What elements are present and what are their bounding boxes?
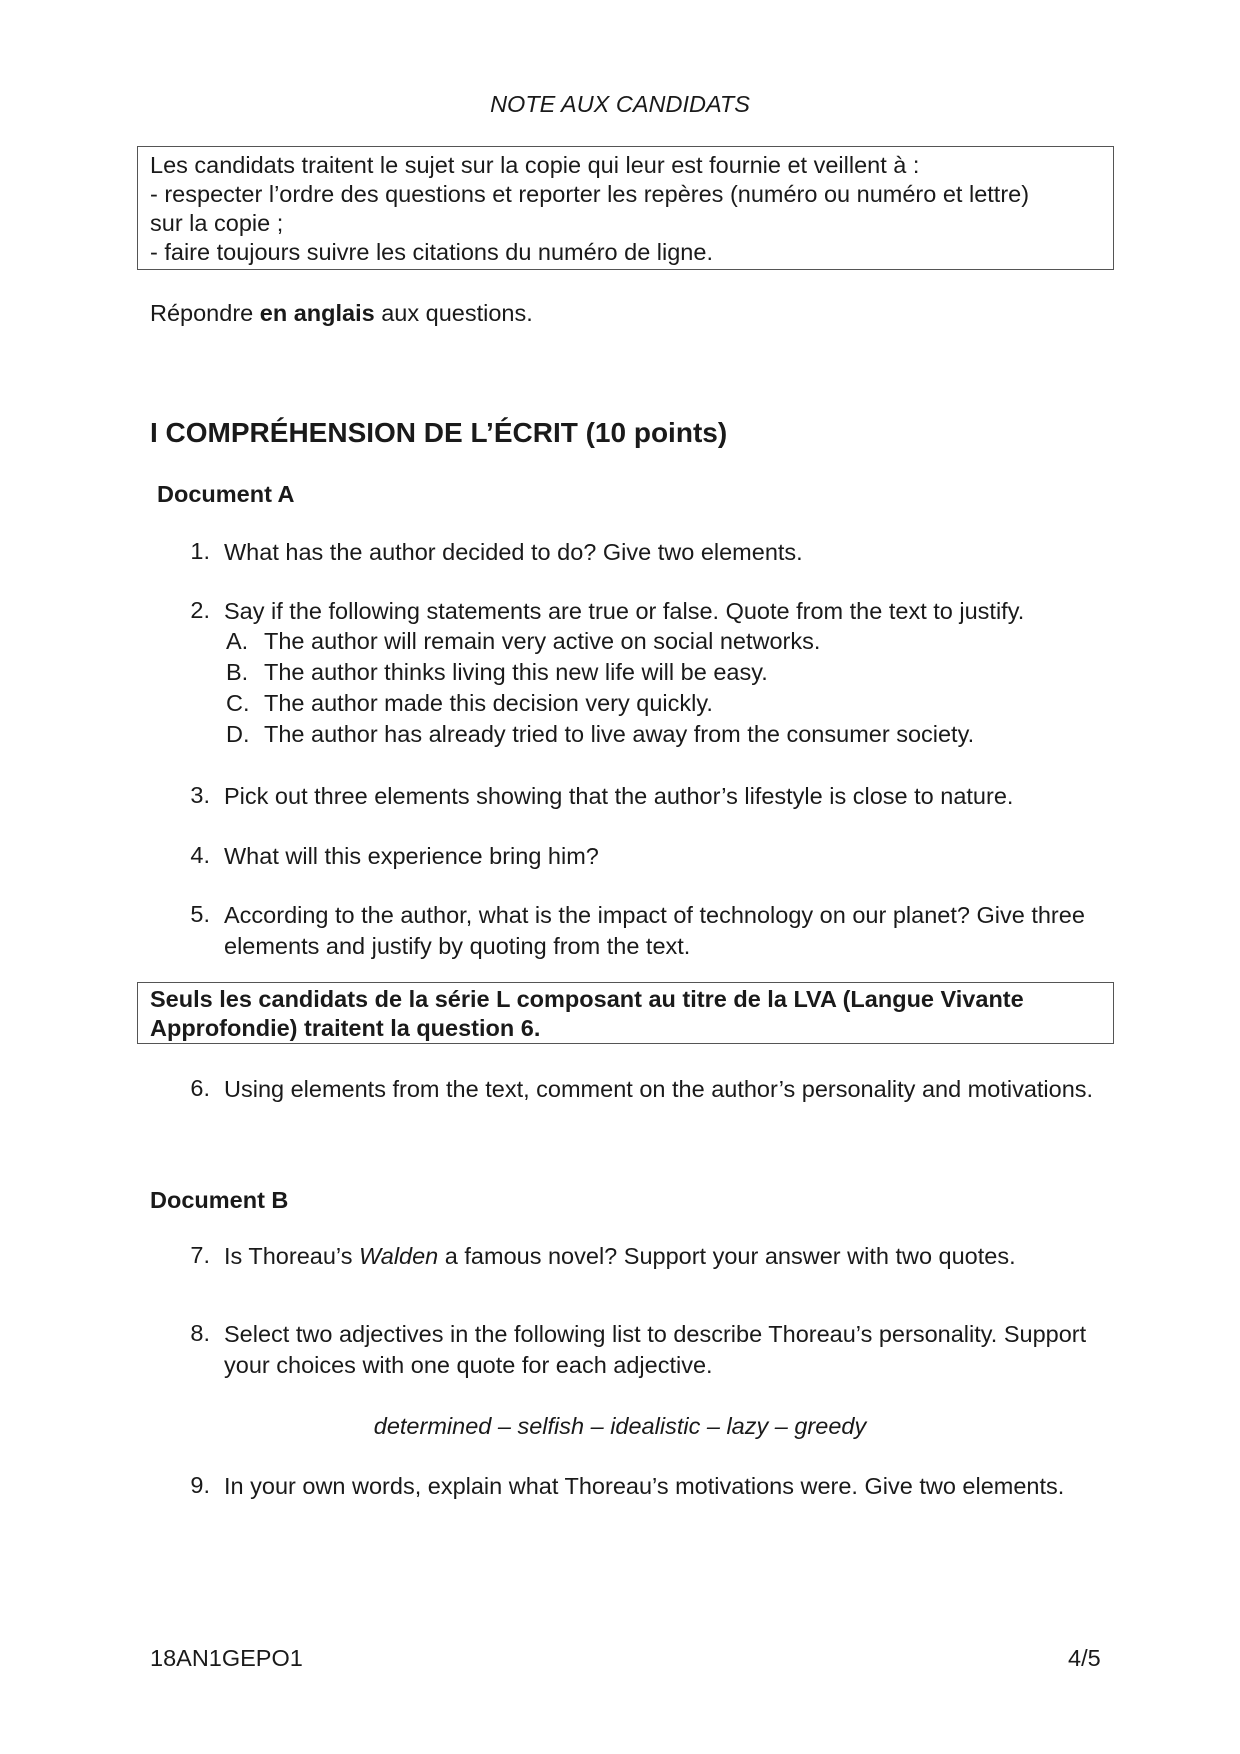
question-text [224,1241,1104,1272]
question-7-after: a famous novel? Support your answer with two quotes. [438,1243,1016,1269]
statement-letter: B. [226,659,249,685]
lva-notice-line: Approfondie) traitent la question 6. [150,1015,541,1041]
question-number: 6. [190,1075,210,1101]
question-text: What will this experience bring him? [224,843,599,869]
statement-letter: C. [226,690,250,716]
footer-exam-code: 18AN1GEPO1 [150,1645,303,1671]
question-number: 7. [190,1242,210,1268]
statement-letter: A. [226,628,249,654]
statement-text: The author made this decision very quickly. [264,690,713,716]
adjective-list: determined – selfish – idealistic – lazy – greedy [373,1413,867,1439]
footer-page-number: 4/5 [1068,1645,1101,1671]
instructions-line: sur la copie ; [150,210,284,236]
question-text: Pick out three elements showing that the author’s lifestyle is close to nature. [224,783,1014,809]
instructions-line: - faire toujours suivre les citations du numéro de ligne. [150,239,713,265]
statement-text: The author has already tried to live away from the consumer society. [264,721,975,747]
answer-instruction-suffix: aux questions. [374,300,533,326]
instructions-box [137,146,1114,270]
document-b-label: Document B [150,1187,289,1213]
book-title: Walden [359,1243,439,1269]
question-text: According to the author, what is the impact of technology on our planet? Give three elements and justify by quoting from the text. [224,902,1085,959]
section-title: I COMPRÉHENSION DE L’ÉCRIT (10 points) [150,417,728,448]
question-text: What has the author decided to do? Give two elements. [224,539,803,565]
lva-notice-box [137,982,1114,1044]
question-text: Using elements from the text, comment on the author’s personality and motivations. [224,1076,1094,1102]
question-text: Select two adjectives in the following list to describe Thoreau’s personality. Support your choices with one quote for each adjective. [224,1321,1087,1378]
question-number: 8. [190,1320,210,1346]
answer-instruction-bold: en anglais [259,300,375,326]
question-text: Say if the following statements are true or false. Quote from the text to justify. [224,598,1025,624]
question-text: In your own words, explain what Thoreau’s motivations were. Give two elements. [224,1473,1065,1499]
statement-letter: D. [226,721,250,747]
question-number: 5. [190,901,210,927]
question-number: 1. [190,538,210,564]
answer-instruction-prefix: Répondre [150,300,260,326]
statement-text: The author thinks living this new life will be easy. [264,659,768,685]
lva-notice-line: Seuls les candidats de la série L composant au titre de la LVA (Langue Vivante [150,986,1024,1012]
instructions-line: Les candidats traitent le sujet sur la copie qui leur est fournie et veillent à : [150,152,920,178]
statement-text: The author will remain very active on social networks. [264,628,821,654]
document-a-label: Document A [157,481,295,507]
instructions-line: - respecter l’ordre des questions et reporter les repères (numéro ou numéro et lettre) [150,181,1030,207]
question-number: 3. [190,782,210,808]
question-number: 9. [190,1472,210,1498]
question-7-before: Is Thoreau’s [224,1243,359,1269]
question-number: 2. [190,597,210,623]
answer-language-instruction [150,299,533,328]
question-number: 4. [190,842,210,868]
note-title: NOTE AUX CANDIDATS [490,91,750,117]
